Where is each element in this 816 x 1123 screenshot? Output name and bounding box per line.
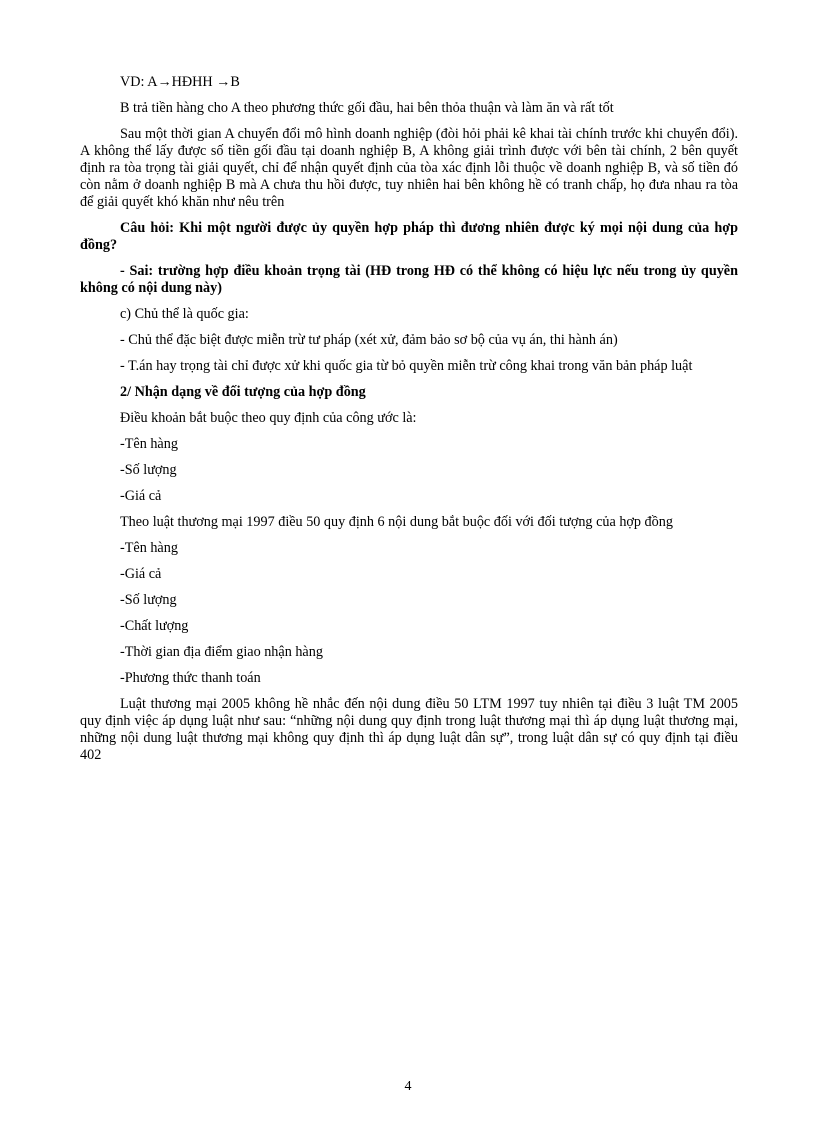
list-item: -Tên hàng [120, 436, 178, 452]
question-heading: Câu hỏi: Khi một người được ủy quyền hợp pháp thì đương nhiên được ký mọi nội dung của hợp đồng? [80, 220, 738, 253]
document-page [80, 74, 738, 773]
list-item: -Chất lượng [120, 618, 189, 634]
list-item: -Giá cả [120, 488, 162, 504]
paragraph-story: Sau một thời gian A chuyển đổi mô hình doanh nghiệp (đòi hỏi phải kê khai tài chính trước khi chuyển đổi). A không thể lấy được số tiền gối đầu tại doanh nghiệp B, A không giải trình được với bên tài chính, 2 bên quyết định ra tòa trọng tài giải quyết, chỉ để nhận quyết định của tòa xác định lỗi thuộc về doanh nghiệp B, và số tiền đó còn nằm ở doanh nghiệp B mà A chưa thu hồi được, tuy nhiên hai bên không hề có tranh chấp, họ đưa nhau ra tòa để giải quyết khó khăn như nêu trên [80, 126, 738, 210]
court-note: - T.án hay trọng tài chỉ được xử khi quốc gia từ bỏ quyền miễn trừ công khai trong văn bản pháp luật [120, 358, 693, 374]
section-2-heading: 2/ Nhận dạng về đối tượng của hợp đồng [120, 384, 366, 400]
paragraph-payment: B trả tiền hàng cho A theo phương thức gối đầu, hai bên thỏa thuận và làm ăn và rất tốt [120, 100, 614, 116]
law-1997-paragraph: Theo luật thương mại 1997 điều 50 quy định 6 nội dung bắt buộc đối với đối tượng của hợp đồng [120, 514, 673, 530]
list-item: -Số lượng [120, 462, 177, 478]
page-number: 4 [404, 1079, 412, 1094]
mandatory-intro: Điều khoản bắt buộc theo quy định của công ước là: [120, 410, 417, 426]
example-line: VD: A→HĐHH →B [120, 74, 240, 90]
immunity-text: - Chủ thể đặc biệt được miễn trừ tư pháp (xét xử, đảm bảo sơ bộ của vụ án, thi hành án) [120, 332, 618, 348]
answer-text: - Sai: trường hợp điều khoản trọng tài (HĐ trong HĐ có thể không có hiệu lực nếu trong ủy quyền không có nội dung này) [80, 263, 738, 296]
list-item: -Tên hàng [120, 540, 178, 556]
list-item: -Phương thức thanh toán [120, 670, 261, 686]
subject-c-heading: c) Chủ thể là quốc gia: [120, 306, 249, 322]
list-item: -Số lượng [120, 592, 177, 608]
list-item: -Giá cả [120, 566, 162, 582]
law-2005-paragraph: Luật thương mại 2005 không hề nhắc đến nội dung điều 50 LTM 1997 tuy nhiên tại điều 3 luật TM 2005 quy định việc áp dụng luật như sau: “những nội dung quy định trong luật thương mại thì áp dụng luật thương mại, những nội dung luật thương mại không quy định thì áp dụng luật dân sự”, trong luật dân sự có quy định tại điều 402 [80, 696, 738, 763]
list-item: -Thời gian địa điểm giao nhận hàng [120, 644, 323, 660]
